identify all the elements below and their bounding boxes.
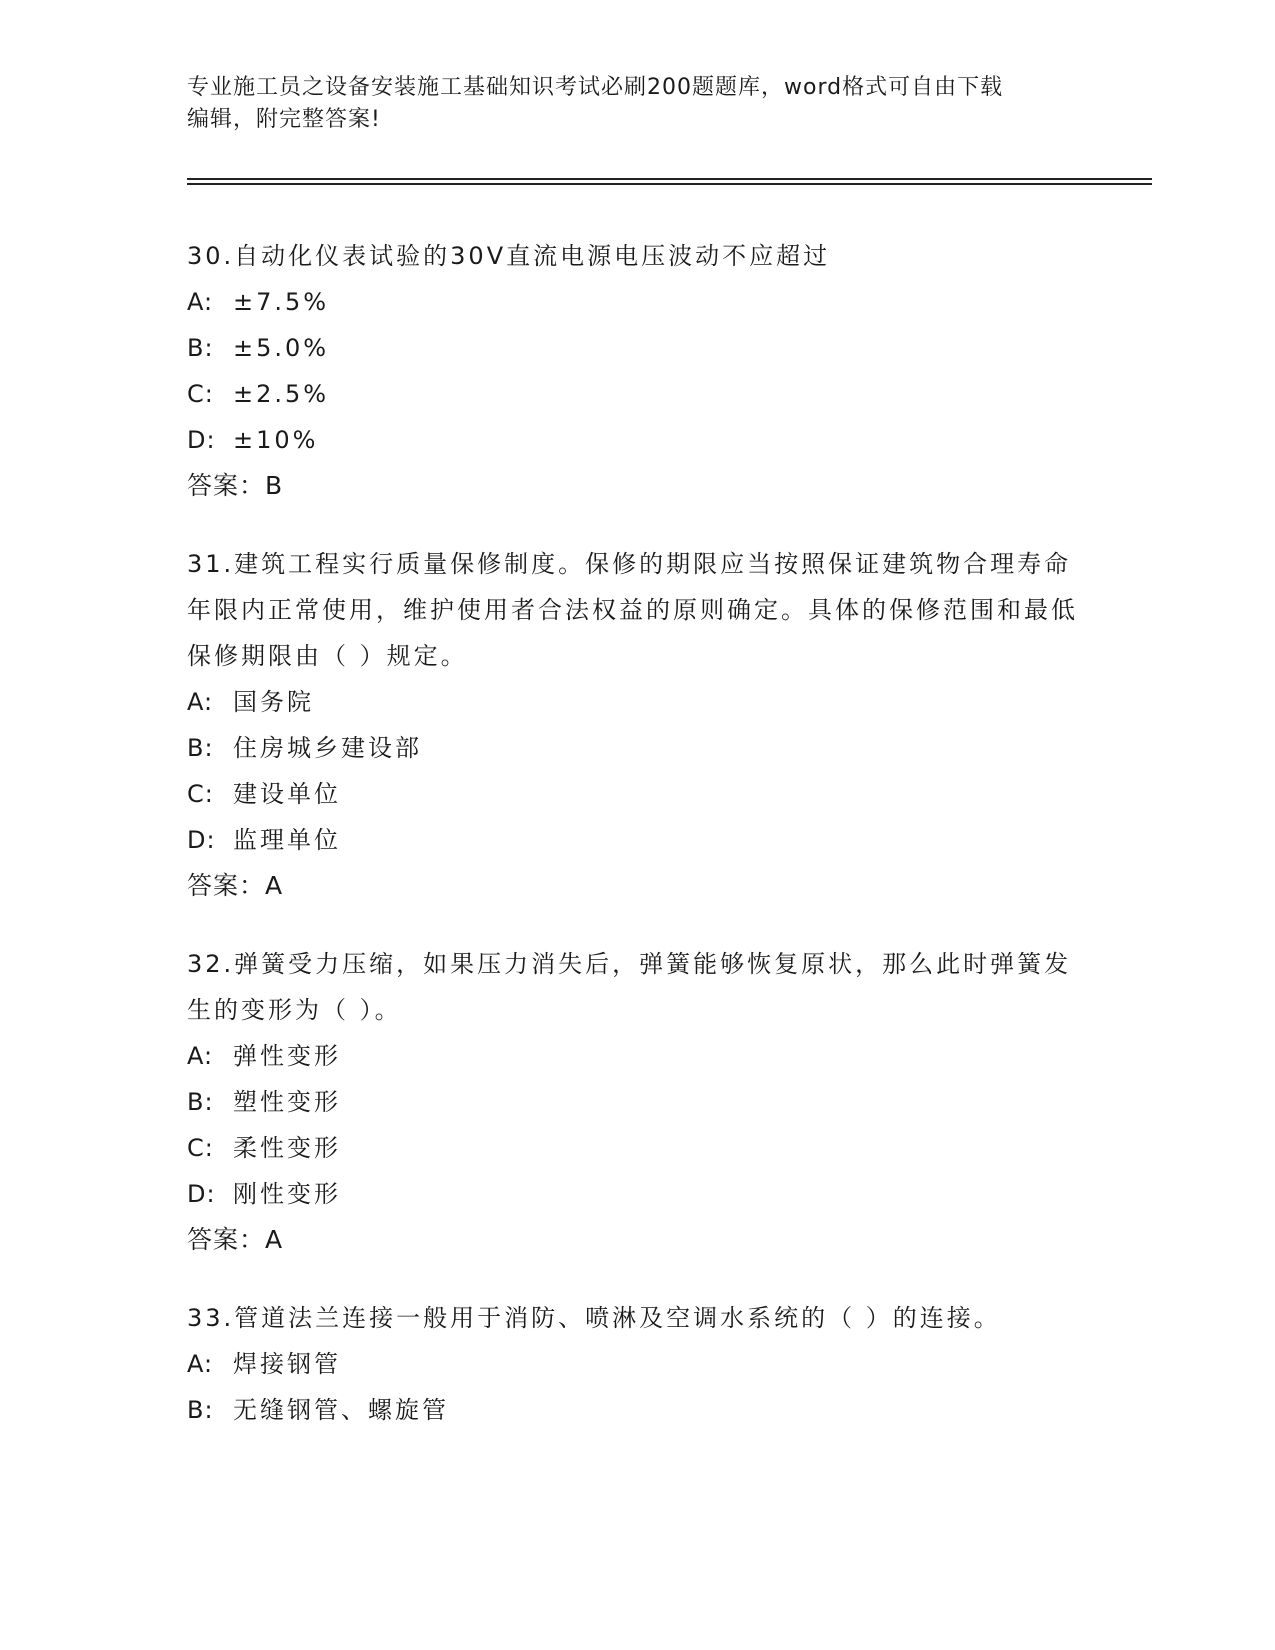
- header-divider-top: [187, 178, 1152, 180]
- option-letter: A:: [187, 288, 214, 316]
- option-c: [187, 371, 1087, 417]
- question-32: [187, 941, 1087, 1263]
- answer-line: 答案：A: [187, 871, 284, 900]
- header-divider-bottom: [187, 183, 1152, 185]
- option-text: 无缝钢管、螺旋管: [233, 1396, 449, 1424]
- option-letter: D:: [187, 1180, 216, 1208]
- option-letter: C:: [187, 1134, 214, 1162]
- question-stem: 33.管道法兰连接一般用于消防、喷淋及空调水系统的（ ）的连接。: [187, 1304, 1001, 1332]
- option-text: ±5.0%: [233, 334, 330, 362]
- option-letter: A:: [187, 688, 214, 716]
- option-c: [187, 771, 1087, 817]
- option-b: [187, 1079, 1087, 1125]
- option-d: [187, 817, 1087, 863]
- option-letter: A:: [187, 1350, 214, 1378]
- option-text: 国务院: [233, 688, 314, 716]
- option-text: 建设单位: [233, 780, 341, 808]
- header-line-1: 专业施工员之设备安装施工基础知识考试必刷200题题库，word格式可自由下载: [187, 75, 1004, 100]
- option-letter: B:: [187, 334, 214, 362]
- option-a: [187, 1341, 1087, 1387]
- option-d: [187, 417, 1087, 463]
- question-list: [187, 233, 1087, 1465]
- option-letter: D:: [187, 826, 216, 854]
- option-b: [187, 1387, 1087, 1433]
- question-stem: 32.弹簧受力压缩，如果压力消失后，弹簧能够恢复原状，那么此时弹簧发生的变形为（ ）。: [187, 950, 1072, 1024]
- option-letter: B:: [187, 1088, 214, 1116]
- question-31: [187, 541, 1087, 909]
- option-letter: C:: [187, 380, 214, 408]
- option-text: 焊接钢管: [233, 1350, 341, 1378]
- option-a: [187, 679, 1087, 725]
- option-d: [187, 1171, 1087, 1217]
- option-letter: A:: [187, 1042, 214, 1070]
- option-text: 刚性变形: [233, 1180, 341, 1208]
- option-letter: B:: [187, 734, 214, 762]
- question-33: [187, 1295, 1087, 1433]
- option-text: ±2.5%: [233, 380, 330, 408]
- option-text: 弹性变形: [233, 1042, 341, 1070]
- option-letter: B:: [187, 1396, 214, 1424]
- answer-line: 答案：B: [187, 471, 284, 500]
- option-letter: D:: [187, 426, 216, 454]
- question-30: [187, 233, 1087, 509]
- option-text: ±10%: [233, 426, 319, 454]
- question-stem: 30.自动化仪表试验的30V直流电源电压波动不应超过: [187, 242, 831, 270]
- option-b: [187, 325, 1087, 371]
- question-stem: 31.建筑工程实行质量保修制度。保修的期限应当按照保证建筑物合理寿命年限内正常使用，维护使用者合法权益的原则确定。具体的保修范围和最低保修期限由（ ）规定。: [187, 550, 1078, 670]
- option-text: 塑性变形: [233, 1088, 341, 1116]
- option-text: 监理单位: [233, 826, 341, 854]
- option-a: [187, 1033, 1087, 1079]
- answer-line: 答案：A: [187, 1225, 284, 1254]
- option-a: [187, 279, 1087, 325]
- header-line-2: 编辑，附完整答案!: [187, 107, 381, 132]
- option-text: 住房城乡建设部: [233, 734, 422, 762]
- option-text: ±7.5%: [233, 288, 330, 316]
- option-letter: C:: [187, 780, 214, 808]
- option-c: [187, 1125, 1087, 1171]
- option-b: [187, 725, 1087, 771]
- option-text: 柔性变形: [233, 1134, 341, 1162]
- document-header: [187, 72, 1067, 136]
